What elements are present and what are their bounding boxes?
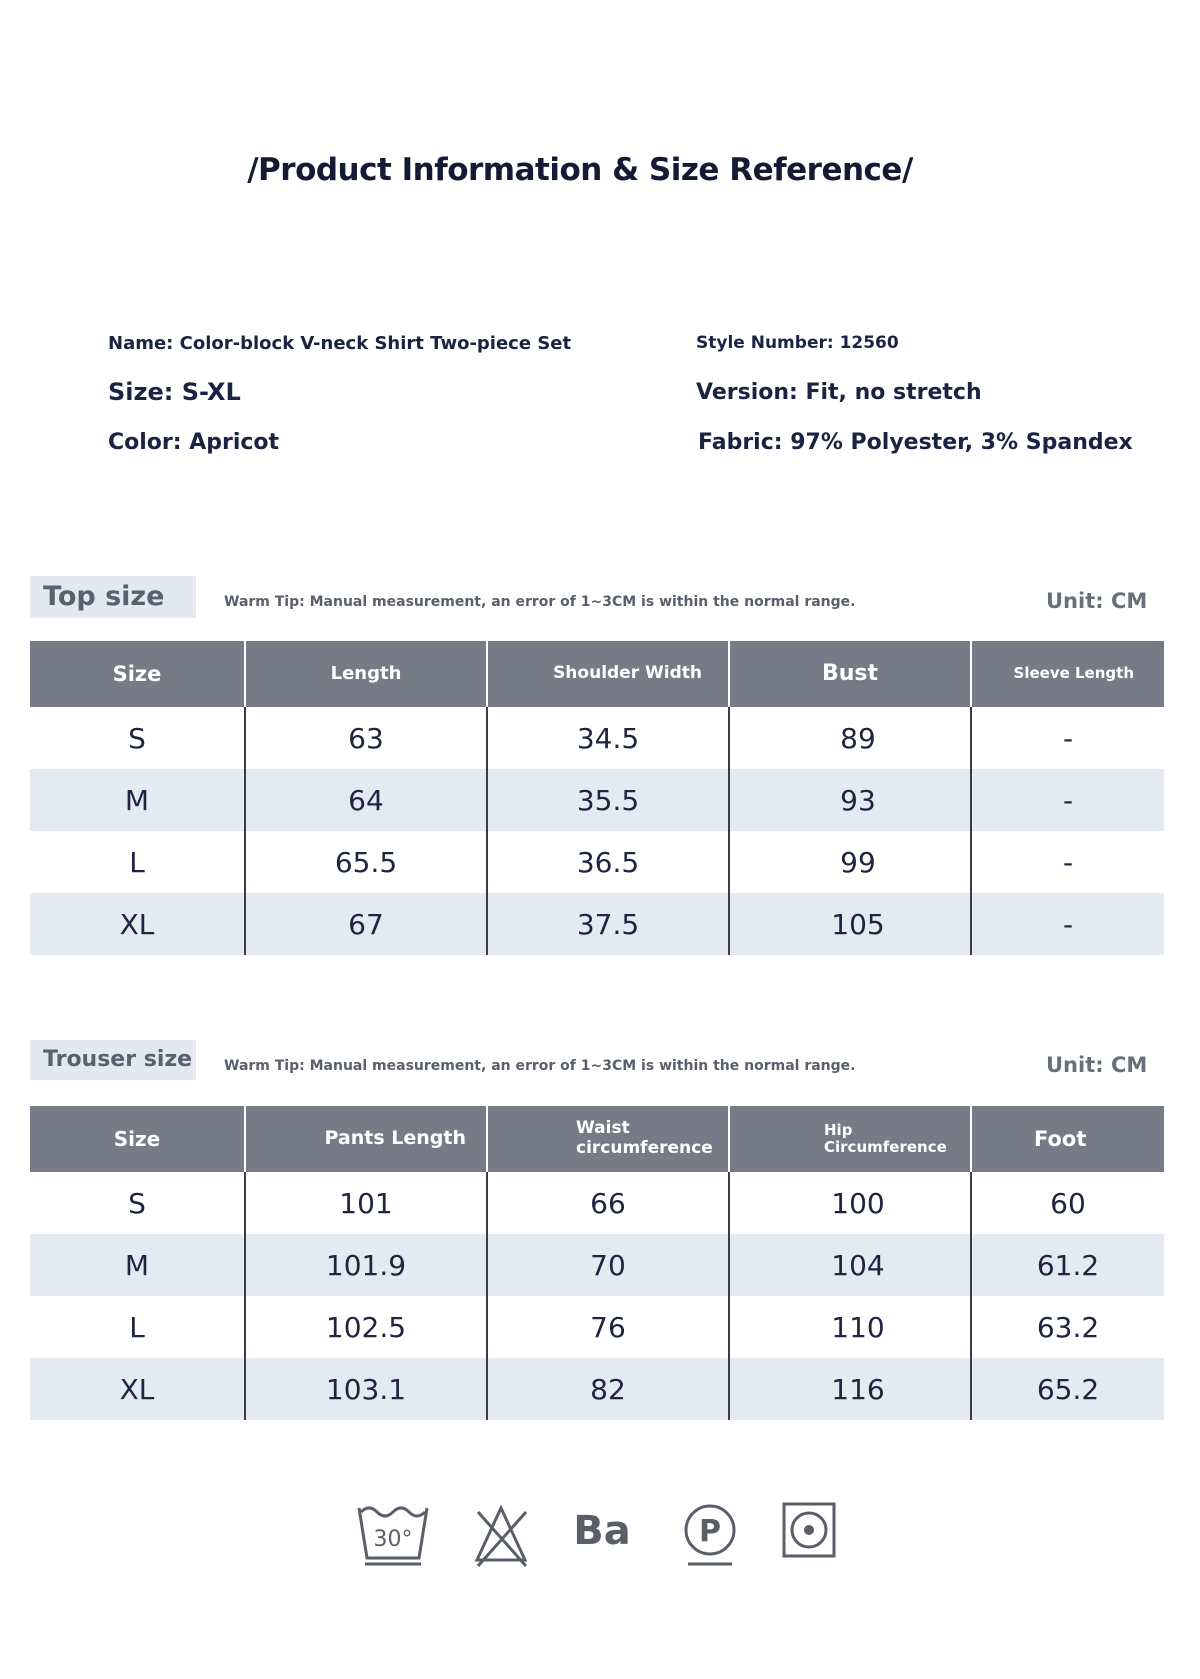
table-cell: XL <box>30 893 245 955</box>
top-header-shoulder: Shoulder Width <box>487 641 729 707</box>
trouser-unit: Unit: CM <box>1046 1053 1148 1077</box>
trouser-header-hip: Hip Circumference <box>729 1106 971 1172</box>
table-cell: 67 <box>245 893 487 955</box>
table-cell: M <box>30 769 245 831</box>
top-warm-tip: Warm Tip: Manual measurement, an error of 1~3CM is within the normal range. <box>224 594 856 610</box>
top-header-size: Size <box>30 641 245 707</box>
table-cell: L <box>129 1310 145 1344</box>
table-cell: - <box>971 831 1164 893</box>
table-row <box>30 831 1164 893</box>
table-cell: 116 <box>729 1358 971 1420</box>
product-color: Color: Apricot <box>108 430 280 455</box>
table-cell: S <box>128 1186 146 1220</box>
table-cell: 34.5 <box>487 707 729 769</box>
table-cell: 65.5 <box>245 831 487 893</box>
table-cell: S <box>128 721 146 755</box>
tumble-dry-icon <box>780 1500 838 1570</box>
table-row <box>30 1172 1164 1234</box>
table-cell: 63 <box>245 707 487 769</box>
top-unit: Unit: CM <box>1046 589 1148 613</box>
product-name: Name: Color-block V-neck Shirt Two-piece Set <box>108 333 572 354</box>
table-row <box>30 1234 1164 1296</box>
table-cell: - <box>971 707 1164 769</box>
product-version: Version: Fit, no stretch <box>696 380 982 405</box>
table-cell: 104 <box>729 1234 971 1296</box>
table-cell: 103.1 <box>245 1358 487 1420</box>
trouser-header-pants-length: Pants Length <box>245 1106 487 1172</box>
table-cell: 99 <box>729 831 971 893</box>
table-cell: XL <box>30 1358 245 1420</box>
table-cell: 65.2 <box>971 1358 1164 1420</box>
table-row <box>30 1358 1164 1420</box>
table-cell: - <box>971 769 1164 831</box>
dry-clean-p-icon <box>680 1500 740 1570</box>
table-cell: L <box>129 845 145 879</box>
table-row <box>30 1296 1164 1358</box>
trouser-header-row <box>30 1106 1164 1172</box>
table-cell: 66 <box>487 1172 729 1234</box>
table-cell: 35.5 <box>487 769 729 831</box>
trouser-header-size: Size <box>30 1106 245 1172</box>
table-cell: 60 <box>971 1172 1164 1234</box>
top-header-row <box>30 641 1164 707</box>
table-cell: 110 <box>729 1296 971 1358</box>
table-cell: M <box>30 1234 245 1296</box>
table-cell: 61.2 <box>971 1234 1164 1296</box>
trouser-size-label: Trouser size <box>30 1040 196 1080</box>
top-header-length: Length <box>245 641 487 707</box>
top-size-label: Top size <box>30 576 196 618</box>
dryclean-letter: P <box>699 1514 721 1549</box>
table-cell: 93 <box>729 769 971 831</box>
table-cell: 63.2 <box>971 1296 1164 1358</box>
table-row <box>30 769 1164 831</box>
style-number: Style Number: 12560 <box>696 333 899 353</box>
table-cell: 89 <box>729 707 971 769</box>
table-cell: 76 <box>487 1296 729 1358</box>
wash-temp-label: 30° <box>373 1527 413 1552</box>
trouser-header-waist: Waist circumference <box>487 1106 729 1172</box>
table-cell: 101.9 <box>245 1234 487 1296</box>
ba-letters: Ba <box>573 1508 631 1554</box>
top-header-bust: Bust <box>729 641 971 707</box>
ba-icon <box>570 1500 634 1570</box>
table-cell: 105 <box>729 893 971 955</box>
trouser-warm-tip: Warm Tip: Manual measurement, an error of 1~3CM is within the normal range. <box>224 1058 856 1074</box>
top-size-table <box>30 641 1164 955</box>
product-fabric: Fabric: 97% Polyester, 3% Spandex <box>698 430 1133 455</box>
table-row <box>30 893 1164 955</box>
table-cell: 70 <box>487 1234 729 1296</box>
table-cell: 100 <box>729 1172 971 1234</box>
product-size-range: Size: S-XL <box>108 378 241 406</box>
table-cell: 101 <box>245 1172 487 1234</box>
table-cell: 37.5 <box>487 893 729 955</box>
table-cell: 102.5 <box>245 1296 487 1358</box>
table-cell: 36.5 <box>487 831 729 893</box>
table-cell: 82 <box>487 1358 729 1420</box>
table-cell: - <box>971 893 1164 955</box>
wash-30-icon <box>355 1500 431 1570</box>
table-row <box>30 707 1164 769</box>
top-header-sleeve: Sleeve Length <box>971 641 1164 707</box>
do-not-bleach-icon <box>472 1500 530 1570</box>
trouser-header-foot: Foot <box>971 1106 1164 1172</box>
trouser-size-table <box>30 1106 1164 1420</box>
page-title: /Product Information & Size Reference/ <box>247 152 913 188</box>
table-cell: 64 <box>245 769 487 831</box>
